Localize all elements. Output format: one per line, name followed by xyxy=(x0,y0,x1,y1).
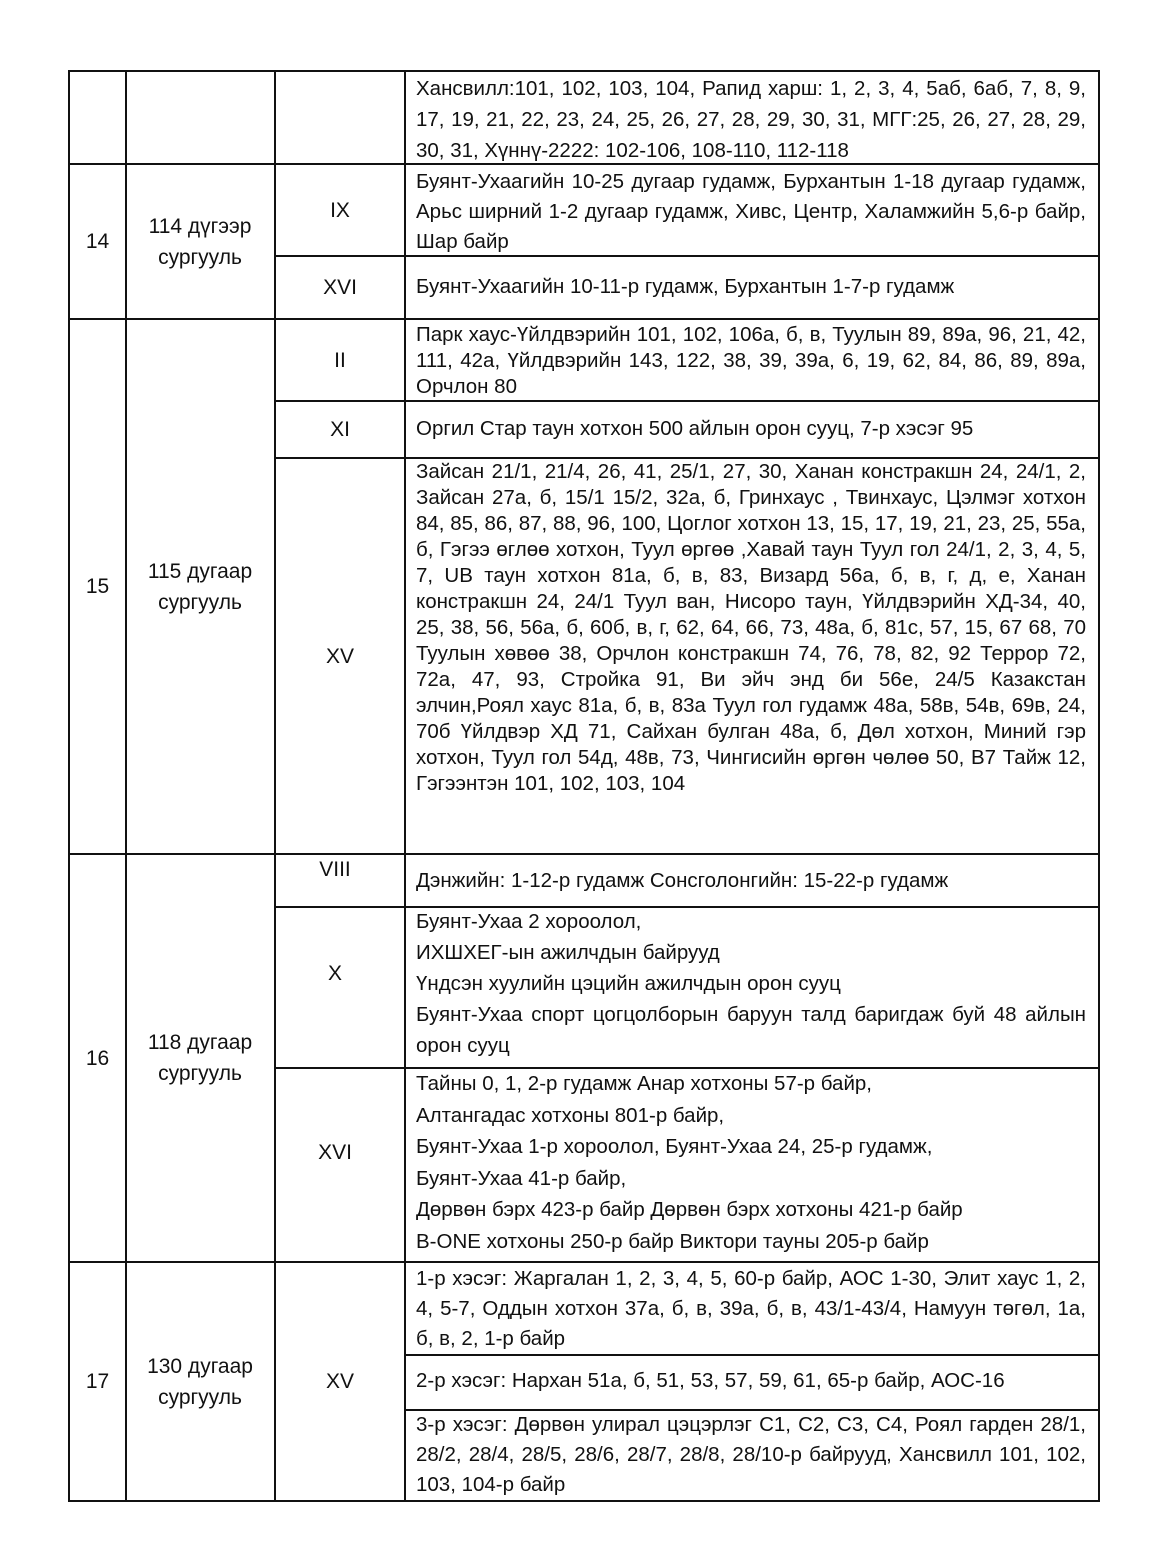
zone-number: II xyxy=(334,348,346,372)
row-number: 14 xyxy=(85,230,110,253)
school-name: 118 дугаар сургууль xyxy=(147,1031,253,1085)
address-line: ИХШХЕГ-ын ажилчдын байрууд xyxy=(416,941,720,964)
table-border-top xyxy=(68,70,1100,72)
address-cell: Зайсан 21/1, 21/4, 26, 41, 25/1, 27, 30, Ханан констракшн 24, 24/1, 2, Зайсан 27а, б, 15/1 15/2, 32а, б, Гринхаус , Твинхаус, Цэлмэг хотхон 84, 85, 86, 87, 88, 96, 100, Цоглог хотхон 13, 15, 17, 19, 21, 23, 25, 55а, б, Гэгээ өглөө хотхон, Туул өргөө ,Хавай таун Туул гол 24/1, 2, 3, 4, 5, 7, UB таун хотхон 81а, б, в, 83, Визард 56а, б, в, г, д, е, Ханан констракшн 24, 24/1 Туул ван, Нисоро таун, Үйлдвэрийн ХД-34, 40, 25, 38, 56, 56а, б, 60б, в, г, 62, 64, 66, 73, 48а, б, 81с, 57, 15, 67 68, 70 Туулын хөвөө 38, Орчлон констракшн 74, 76, 78, 82, 92 Террор 72, 72а, 47, 93, Стройка 91, Ви эйч энд би 56е, 24/5 Казакстан элчин,Роял хаус 81а, б, в, 83а Туул гол гудамж 48а, 58в, 54в, 69в, 24, 70б Үйлдвэр ХД 71, Сайхан булган 48а, б, Дөл хотхон, Миний гэр хотхон, Туул гол 54д, 48в, 73, Чингисийн өргөн чөлөө 50, В7 Тайж 12, Гэгээнтэн 101, 102, 103, 104 xyxy=(416,460,1086,795)
address-line: Буянт-Ухаа 2 хороолол, xyxy=(416,910,642,933)
zone-number: XV xyxy=(325,644,354,668)
zone-number: X xyxy=(327,961,342,985)
address-cell: Парк хаус-Үйлдвэрийн 101, 102, 106а, б, в, Туулын 89, 89а, 96, 21, 42, 111, 42а, Үйлдвэрийн 143, 122, 38, 39, 39а, 6, 19, 62, 84, 86, 89, 89а, Орчлон 80 xyxy=(416,323,1086,398)
address-line: Буянт-Ухаа 41-р байр, xyxy=(416,1166,627,1190)
table-border-bottom xyxy=(68,1500,1100,1502)
zone-number: XVI xyxy=(323,276,357,299)
address-line: Үндсэн хуулийн цэцийн ажилчдын орон сууц xyxy=(416,972,841,995)
address-cell: Хансвилл:101, 102, 103, 104, Рапид харш: 1, 2, 3, 4, 5аб, 6аб, 7, 8, 9, 17, 19, 21, 22, 23, 24, 25, 26, 27, 28, 29, 30, 31, МГГ:25, 26, 27, 28, 29, 30, 31, Хүннү-2222: 102-106, 108-110, 112-118 xyxy=(416,77,1086,162)
row-number: 16 xyxy=(85,1046,110,1070)
column-divider xyxy=(404,70,406,1502)
column-divider xyxy=(125,70,127,1502)
zone-number: XI xyxy=(330,418,350,441)
school-name: 115 дугаар сургууль xyxy=(147,559,253,614)
address-cell xyxy=(416,906,1086,1066)
address-cell: 3-р хэсэг: Дөрвөн улирал цэцэрлэг С1, С2, С3, С4, Роял гарден 28/1, 28/2, 28/4, 28/5, 28/6, 28/7, 28/8, 28/10-р байрууд, Хансвилл 101, 102, 103, 104-р байр xyxy=(416,1413,1086,1496)
address-cell xyxy=(416,1068,1086,1260)
zone-number: VIII xyxy=(319,857,351,881)
zone-number: XV xyxy=(325,1370,354,1393)
address-cell: 1-р хэсэг: Жаргалан 1, 2, 3, 4, 5, 60-р байр, АОС 1-30, Элит хаус 1, 2, 4, 5-7, Оддын хотхон 37а, б, в, 39а, б, в, 43/1-43/4, Намуун төгөл, 1а, б, в, 2, 1-р байр xyxy=(416,1267,1086,1350)
address-line: Тайны 0, 1, 2-р гудамж Анар хотхоны 57-р байр, xyxy=(416,1072,872,1095)
zone-number: IX xyxy=(330,198,350,222)
address-cell: Буянт-Ухаагийн 10-25 дугаар гудамж, Бурхантын 1-18 дугаар гудамж, Арьс ширний 1-2 дугаар гудамж, Хивс, Центр, Халамжийн 5,6-р байр, Шар байр xyxy=(416,170,1086,253)
address-line: Дөрвөн бэрх 423-р байр Дөрвөн бэрх хотхоны 421-р байр xyxy=(416,1198,963,1221)
row-number: 15 xyxy=(85,575,110,598)
table-border-right xyxy=(1098,70,1100,1502)
school-name: 114 дүгээр сургууль xyxy=(148,214,252,269)
row-number: 17 xyxy=(85,1370,110,1393)
address-cell: Оргил Стар таун хотхон 500 айлын орон сууц, 7-р хэсэг 95 xyxy=(416,417,974,440)
address-line: Буянт-Ухаа спорт цогцолборын баруун талд баригдаж буй 48 айлын орон сууц xyxy=(416,1003,1086,1057)
address-line: B-ONE хотхоны 250-р байр Виктори тауны 205-р байр xyxy=(416,1229,929,1253)
address-cell: 2-р хэсэг: Нархан 51а, б, 51, 53, 57, 59, 61, 65-р байр, АОС-16 xyxy=(416,1369,1005,1392)
zone-number: XVI xyxy=(318,1140,352,1164)
school-name: 130 дугаар сургууль xyxy=(147,1354,253,1409)
address-cell: Дэнжийн: 1-12-р гудамж Сонсголонгийн: 15-22-р гудамж xyxy=(416,869,949,892)
address-line: Алтангадас хотхоны 801-р байр, xyxy=(416,1103,725,1127)
zone-divider xyxy=(405,1354,1100,1356)
address-cell: Буянт-Ухаагийн 10-11-р гудамж, Бурхантын 1-7-р гудамж xyxy=(416,275,955,298)
address-line: Буянт-Ухаа 1-р хороолол, Буянт-Ухаа 24, 25-р гудамж, xyxy=(416,1135,933,1158)
